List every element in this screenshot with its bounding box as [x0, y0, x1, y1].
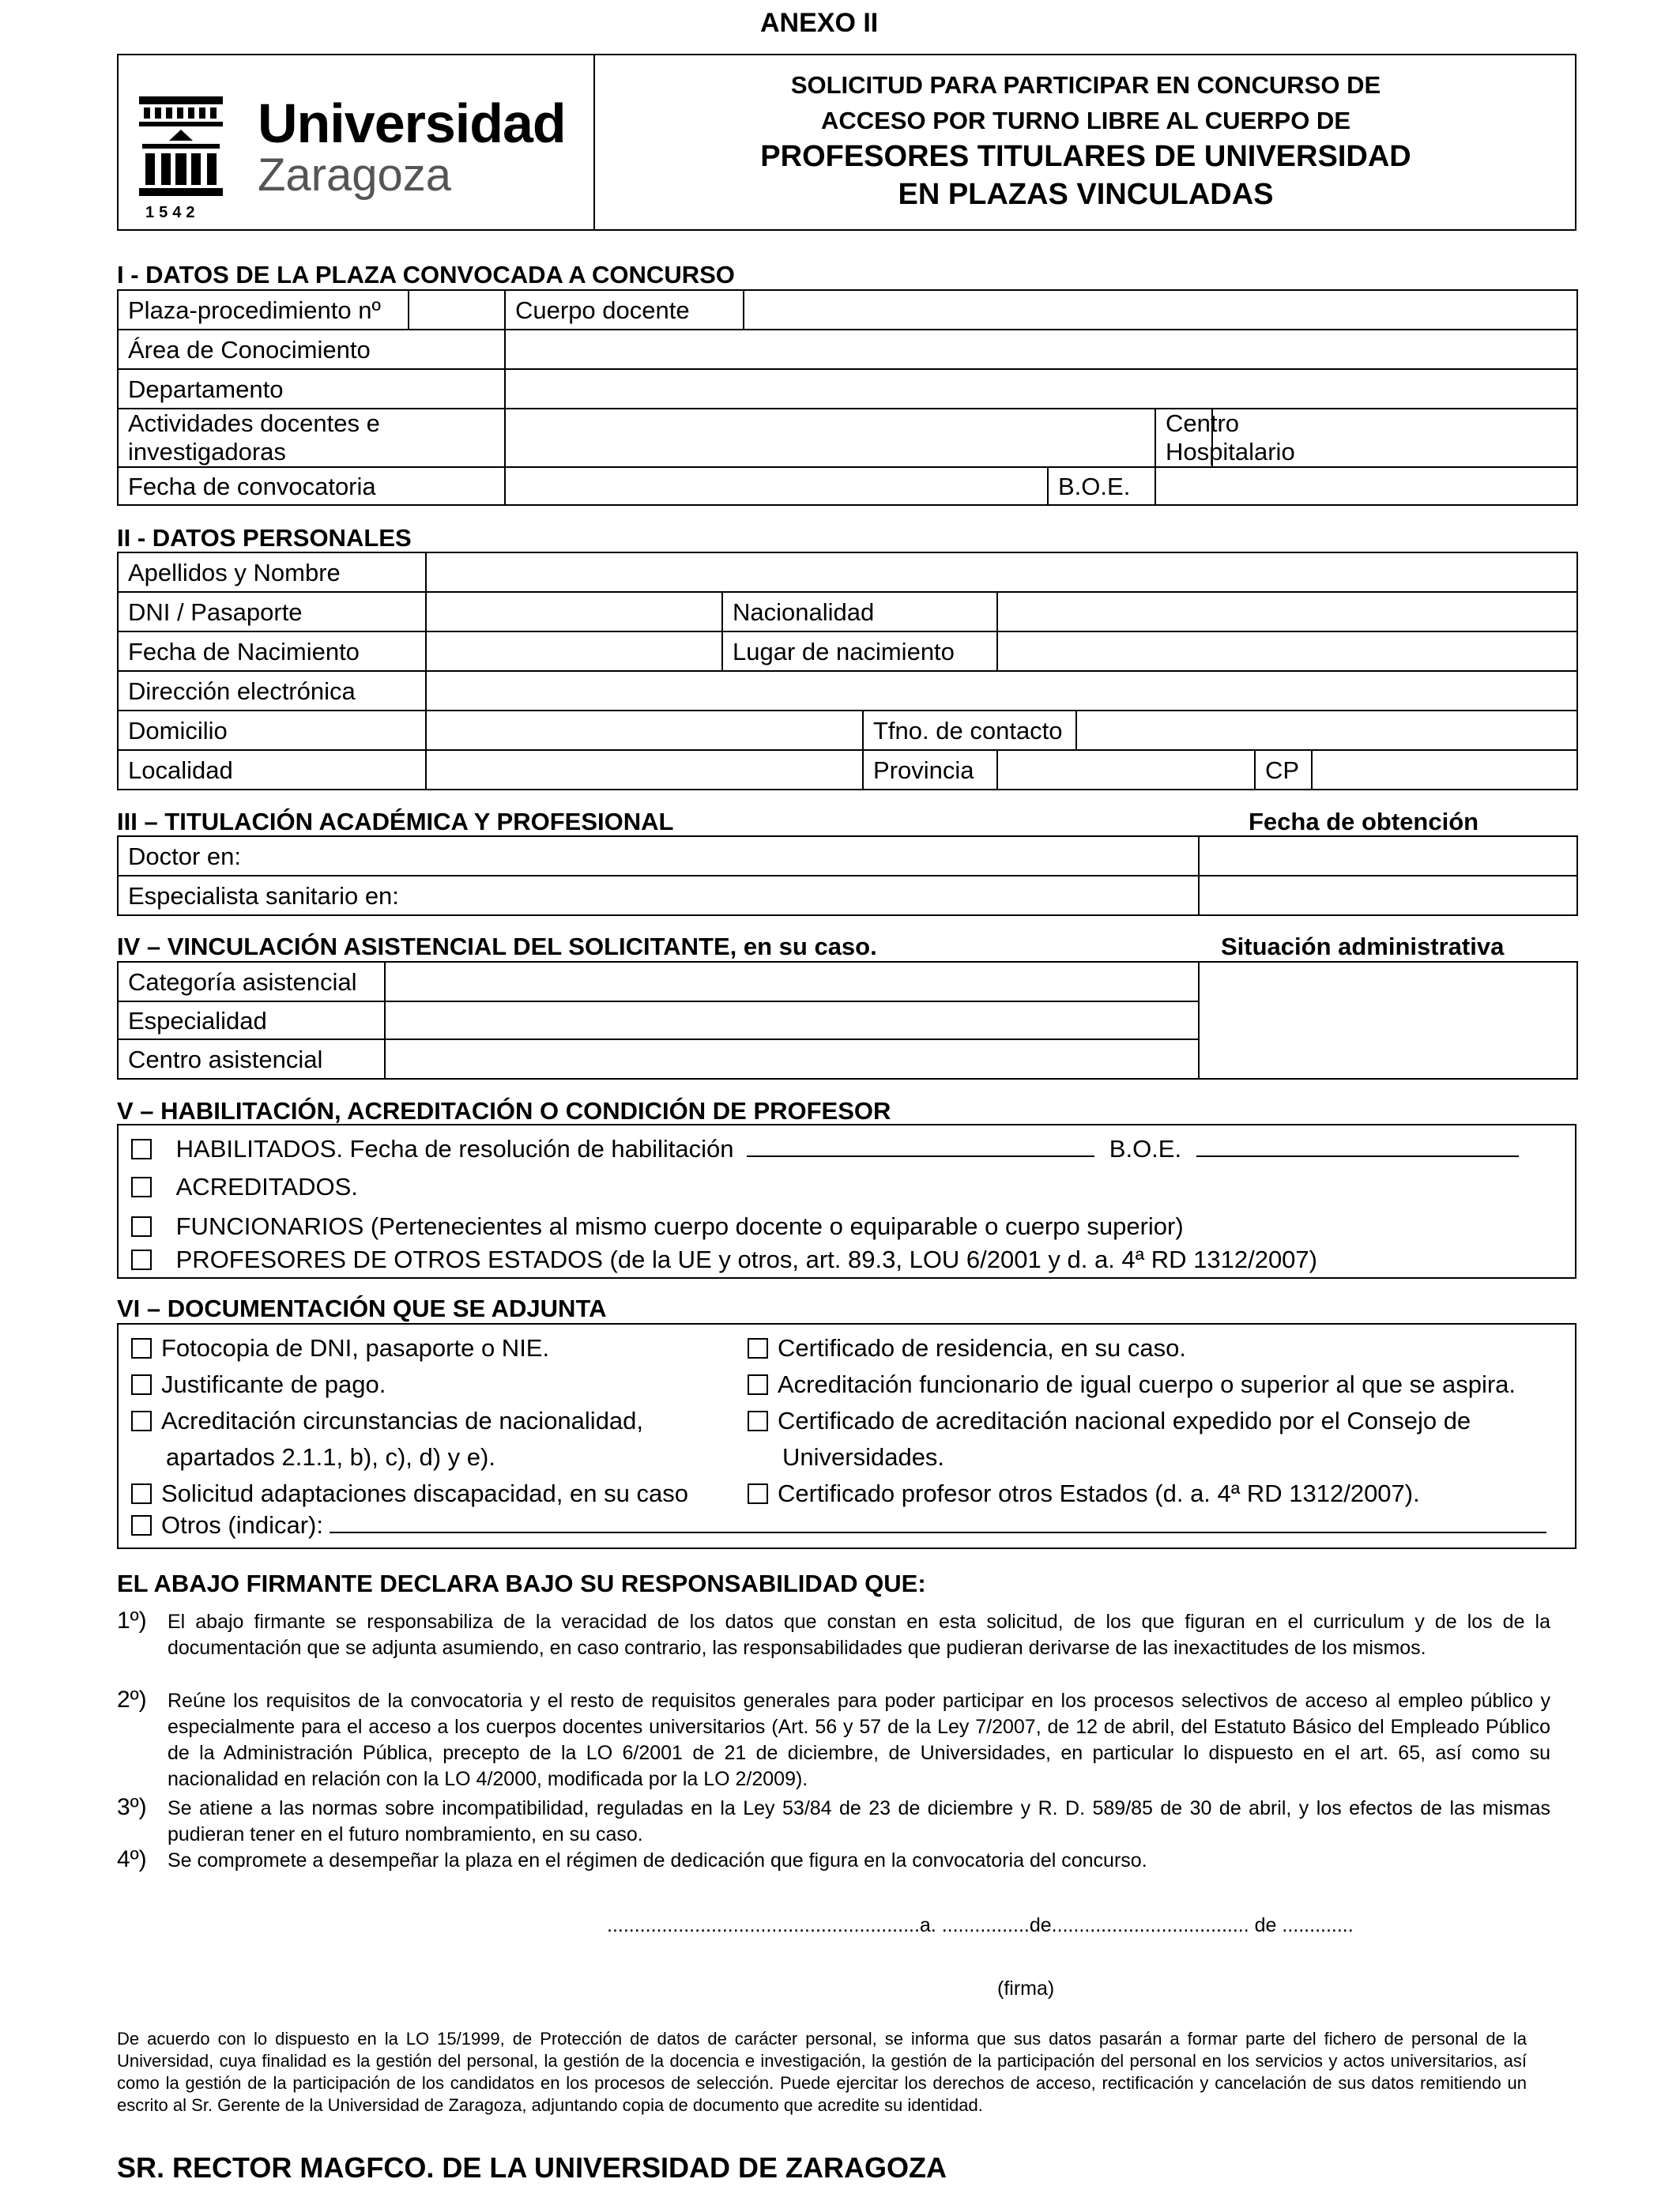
centro-hospitalario-label: Centro Hospitalario [1155, 409, 1212, 467]
departamento-label: Departamento [118, 369, 505, 409]
section-5-box [117, 1124, 1576, 1279]
firma-label: (firma) [997, 1977, 1055, 2000]
residencia-checkbox[interactable] [748, 1338, 768, 1359]
logo-name: Universidad [258, 92, 566, 154]
dni-label: DNI / Pasaporte [118, 592, 426, 631]
doctor-fecha-field[interactable] [1199, 836, 1577, 876]
apellidos-field[interactable] [426, 552, 1577, 592]
actividades-label: Actividades docentes e investigadoras [118, 409, 505, 467]
section-2-table [117, 552, 1578, 790]
cert-acreditacion-checkbox[interactable] [748, 1411, 768, 1431]
section-1-heading: I - DATOS DE LA PLAZA CONVOCADA A CONCURSO [117, 261, 735, 288]
section-2-heading: II - DATOS PERSONALES [117, 524, 412, 552]
habilitados-fecha-field[interactable] [747, 1155, 1094, 1157]
university-logo-icon [137, 95, 224, 229]
doctor-label: Doctor en: [128, 842, 242, 870]
decl-4-text: Se compromete a desempeñar la plaza en el régimen de dedicación que figura en la convocatoria del concurso. [168, 1849, 1147, 1872]
especialista-label: Especialista sanitario en: [128, 881, 399, 910]
situacion-field[interactable] [1199, 962, 1577, 1079]
especialidad-label: Especialidad [118, 1001, 385, 1039]
localidad-label: Localidad [118, 750, 426, 790]
otros-estados-label: PROFESORES DE OTROS ESTADOS (de la UE y otros, art. 89.3, LOU 6/2001 y d. a. 4ª RD 1312/2007) [175, 1246, 1317, 1273]
habilitados-row [131, 1135, 1519, 1163]
centro-asistencial-field[interactable] [385, 1039, 1199, 1079]
apellidos-label: Apellidos y Nombre [118, 552, 426, 592]
departamento-field[interactable] [505, 369, 1577, 409]
provincia-field[interactable] [997, 750, 1255, 790]
adaptaciones-checkbox[interactable] [131, 1483, 152, 1504]
funcionarios-checkbox[interactable] [131, 1216, 152, 1237]
especialista-fecha-field[interactable] [1199, 876, 1577, 915]
nacionalidad-label: Nacionalidad [722, 592, 997, 631]
otros-field[interactable] [330, 1532, 1546, 1533]
privacy-notice: De acuerdo con lo dispuesto en la LO 15/1999, de Protección de datos de carácter personal, se informa que sus datos pasarán a formar parte del fichero de personal de la Universidad, cuya finalidad es la gestión del personal, la gestión de la docencia e investigación, la gestión de la participación del personal en los servicios y actos universitarios, así como la gestión de la participación de los candidatos en los procesos de selección. Puede ejercitar los derechos de acceso, rectificación y cancelación de sus datos remitiendo un escrito al Sr. Gerente de la Universidad de Zaragoza, adjuntando copia de documento que acredite su identidad. [117, 2029, 1527, 2115]
decl-3-number: 3º) [117, 1794, 147, 1820]
email-label: Dirección electrónica [118, 671, 426, 711]
residencia-label: Certificado de residencia, en su caso. [778, 1334, 1186, 1362]
fotocopia-checkbox[interactable] [131, 1338, 152, 1359]
cuerpo-field[interactable] [744, 290, 1577, 330]
adaptaciones-label: Solicitud adaptaciones discapacidad, en su caso [161, 1480, 688, 1507]
lugar-nacimiento-field[interactable] [997, 631, 1577, 671]
localidad-field[interactable] [426, 750, 863, 790]
otros-estados-checkbox[interactable] [131, 1250, 152, 1270]
section-4-heading-wrap [117, 933, 877, 961]
decl-2-text: Reúne los requisitos de la convocatoria y el resto de requisitos generales para poder participar en los procesos selectivos de acceso al empleo público y especialmente para el acceso a los cuerpos docentes universitarios (Art. 56 y 57 de la Ley 7/2007, de 12 de abril, del Estatuto Básico del Empleado Público de la Administración Pública, precepto de la LO 6/2001 de 21 de diciembre, de Universidades, en particular lo dispuesto en el art. 65, así como su nacionalidad en relación con la LO 4/2000, modificada por la LO 2/2009). [168, 1690, 1550, 1790]
lugar-nacimiento-label: Lugar de nacimiento [722, 631, 997, 671]
funcionarios-label: FUNCIONARIOS (Pertenecientes al mismo cuerpo docente o equiparable o cuerpo superior) [175, 1212, 1184, 1240]
section-4-heading: IV – VINCULACIÓN ASISTENCIAL DEL SOLICITANTE, [117, 933, 737, 960]
decl-4-number: 4º) [117, 1846, 147, 1872]
section-4-table [117, 961, 1578, 1080]
cert-otros-estados-checkbox[interactable] [748, 1483, 768, 1504]
header-box [117, 54, 1576, 231]
fecha-obtencion-heading: Fecha de obtención [1249, 808, 1479, 835]
cert-acreditacion-label: Certificado de acreditación nacional expedido por el Consejo de [778, 1407, 1471, 1434]
cert-otros-estados-label: Certificado profesor otros Estados (d. a. 4ª RD 1312/2007). [778, 1480, 1420, 1507]
habilitados-label: HABILITADOS. Fecha de resolución de habilitación [175, 1135, 734, 1163]
section-3-table [117, 835, 1578, 916]
section-6-heading: VI – DOCUMENTACIÓN QUE SE ADJUNTA [117, 1295, 607, 1322]
actividades-field[interactable] [505, 409, 1155, 467]
fecha-convocatoria-label: Fecha de convocatoria [118, 467, 505, 505]
boe-label: B.O.E. [1048, 467, 1155, 505]
nacionalidad-field[interactable] [997, 592, 1577, 631]
addressee: SR. RECTOR MAGFCO. DE LA UNIVERSIDAD DE ZARAGOZA [117, 2151, 947, 2184]
decl-1-number: 1º) [117, 1608, 147, 1634]
fecha-convocatoria-field[interactable] [505, 467, 1048, 505]
dni-field[interactable] [426, 592, 722, 631]
form-title-line3: PROFESORES TITULARES DE UNIVERSIDAD [760, 140, 1411, 173]
form-title-line1: SOLICITUD PARA PARTICIPAR EN CONCURSO DE [790, 71, 1381, 99]
email-field[interactable] [426, 671, 1577, 711]
fecha-nacimiento-field[interactable] [426, 631, 722, 671]
cert-acreditacion-label-2: Universidades. [782, 1443, 945, 1471]
cp-label: CP [1255, 750, 1312, 790]
habilitados-boe-field[interactable] [1196, 1155, 1519, 1157]
doctor-field[interactable] [118, 836, 1199, 876]
cp-field[interactable] [1312, 750, 1577, 790]
acred-nacionalidad-label-2: apartados 2.1.1, b), c), d) y e). [166, 1443, 495, 1471]
date-line[interactable]: .........................................................a. ................de.................................... de ............. [607, 1914, 1354, 1936]
acred-nacionalidad-checkbox[interactable] [131, 1411, 152, 1431]
form-title-line2: ACCESO POR TURNO LIBRE AL CUERPO DE [821, 107, 1350, 134]
otros-label: Otros (indicar): [161, 1511, 323, 1539]
acred-nacionalidad-label: Acreditación circunstancias de nacionalidad, [161, 1407, 644, 1434]
decl-1-text: El abajo firmante se responsabiliza de la veracidad de los datos que constan en esta solicitud, de los que figuran en el curriculum y de los de la documentación que se adjunta asumiendo, en caso contrario, las responsabilidades que pudieran derivarse de las inexactitudes de los mismos. [168, 1611, 1550, 1659]
fecha-nacimiento-label: Fecha de Nacimiento [118, 631, 426, 671]
section-1-table [117, 289, 1578, 506]
cuerpo-label: Cuerpo docente [505, 290, 744, 330]
form-title-line4: EN PLAZAS VINCULADAS [898, 178, 1274, 211]
area-label: Área de Conocimiento [118, 330, 505, 369]
funcionarios-row [131, 1212, 1184, 1241]
acreditados-label: ACREDITADOS. [175, 1173, 358, 1201]
tfno-field[interactable] [1076, 711, 1577, 750]
logo-city: Zaragoza [258, 149, 452, 201]
acred-funcionario-checkbox[interactable] [748, 1374, 768, 1395]
domicilio-label: Domicilio [118, 711, 426, 750]
categoria-field[interactable] [385, 962, 1199, 1001]
provincia-label: Provincia [863, 750, 997, 790]
especialidad-field[interactable] [385, 1001, 1199, 1039]
situacion-heading: Situación administrativa [1221, 933, 1505, 960]
acred-funcionario-label: Acreditación funcionario de igual cuerpo o superior al que se aspira. [778, 1370, 1516, 1398]
decl-3-text: Se atiene a las normas sobre incompatibilidad, reguladas en la Ley 53/84 de 23 de diciembre y R. D. 589/85 de 30 de abril, y los efectos de las mismas pudieran tener en el futuro nombramiento, en su caso. [168, 1797, 1550, 1845]
annex-title: ANEXO II [760, 8, 879, 38]
acreditados-checkbox[interactable] [131, 1177, 152, 1197]
habilitados-checkbox[interactable] [131, 1139, 152, 1159]
fotocopia-label: Fotocopia de DNI, pasaporte o NIE. [161, 1334, 550, 1362]
centro-asistencial-label: Centro asistencial [118, 1039, 385, 1079]
plaza-field[interactable] [409, 290, 505, 330]
tfno-label: Tfno. de contacto [863, 711, 1076, 750]
otros-estados-row [131, 1246, 1317, 1274]
plaza-label: Plaza-procedimiento nº [118, 290, 409, 330]
logo-year: 1542 [145, 204, 200, 221]
domicilio-field[interactable] [426, 711, 863, 750]
justificante-label: Justificante de pago. [161, 1370, 386, 1398]
otros-checkbox[interactable] [131, 1515, 152, 1536]
categoria-label: Categoría asistencial [118, 962, 385, 1001]
section-5-heading: V – HABILITACIÓN, ACREDITACIÓN O CONDICIÓN DE PROFESOR [117, 1097, 891, 1125]
section-4-heading-suffix: en su caso. [743, 933, 877, 960]
declaration-heading: EL ABAJO FIRMANTE DECLARA BAJO SU RESPONSABILIDAD QUE: [117, 1570, 926, 1597]
area-field[interactable] [505, 330, 1577, 369]
acreditados-row [131, 1173, 358, 1201]
justificante-checkbox[interactable] [131, 1374, 152, 1395]
habilitados-boe-label: B.O.E. [1109, 1135, 1182, 1163]
boe-field[interactable] [1155, 467, 1577, 505]
especialista-field[interactable] [118, 876, 1199, 915]
section-6-box [117, 1323, 1576, 1549]
section-3-heading: III – TITULACIÓN ACADÉMICA Y PROFESIONAL [117, 808, 674, 835]
decl-2-number: 2º) [117, 1687, 147, 1713]
